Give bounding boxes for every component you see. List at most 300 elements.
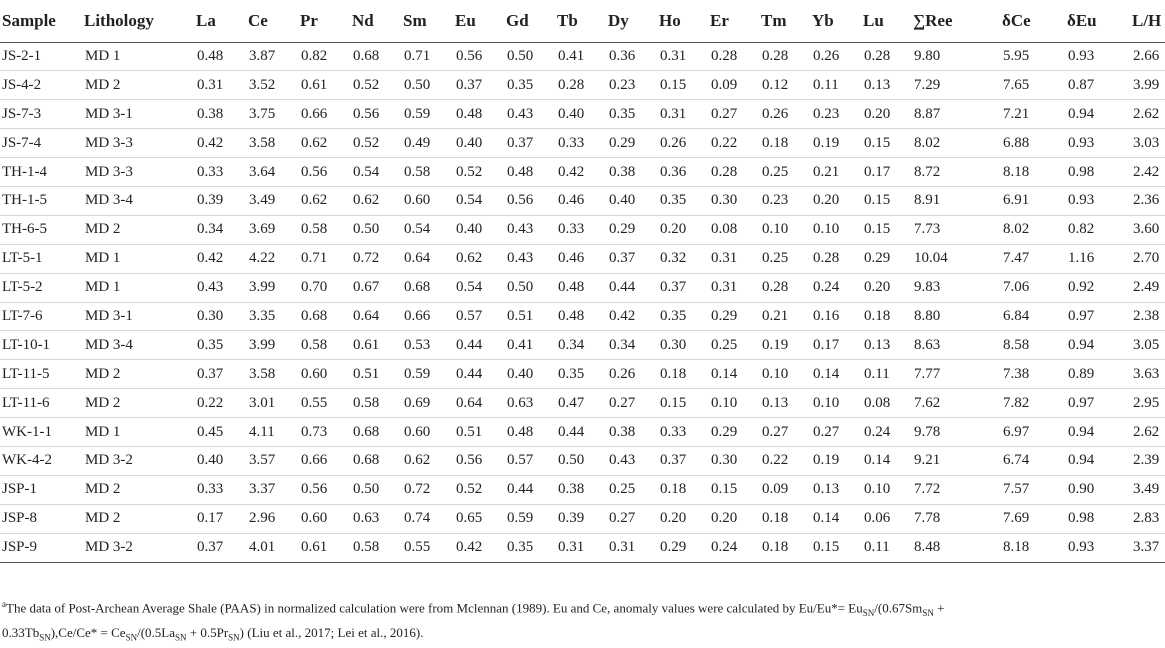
table-cell: JS-4-2: [0, 71, 84, 100]
table-cell: 0.39: [557, 504, 608, 533]
table-cell: 0.15: [863, 129, 913, 158]
table-cell: 3.64: [248, 158, 300, 187]
table-cell: 0.31: [659, 100, 710, 129]
table-cell: 3.05: [1132, 331, 1165, 360]
table-cell: 0.22: [710, 129, 761, 158]
table-cell: 6.88: [1002, 129, 1067, 158]
table-body: [0, 42, 1165, 562]
table-cell: 0.24: [710, 533, 761, 562]
table-cell: 0.68: [403, 273, 455, 302]
table-cell: 0.38: [608, 158, 659, 187]
table-cell: MD 3-1: [84, 302, 196, 331]
table-cell: 3.58: [248, 360, 300, 389]
table-cell: 0.40: [455, 129, 506, 158]
table-cell: 0.62: [300, 129, 352, 158]
table-cell: 0.11: [863, 360, 913, 389]
table-cell: 3.37: [1132, 533, 1165, 562]
table-cell: 0.38: [608, 418, 659, 447]
column-header: Tb: [557, 0, 608, 42]
table-cell: 3.58: [248, 129, 300, 158]
table-cell: 0.94: [1067, 100, 1132, 129]
table-cell: 0.29: [608, 215, 659, 244]
table-cell: 0.15: [863, 186, 913, 215]
table-cell: 0.93: [1067, 186, 1132, 215]
table-cell: MD 3-4: [84, 186, 196, 215]
table-cell: 8.72: [913, 158, 1002, 187]
table-cell: 0.60: [403, 418, 455, 447]
table-cell: 0.35: [659, 186, 710, 215]
table-cell: 0.50: [557, 446, 608, 475]
table-cell: 10.04: [913, 244, 1002, 273]
table-cell: 0.37: [196, 533, 248, 562]
table-cell: 0.14: [710, 360, 761, 389]
table-cell: 0.97: [1067, 302, 1132, 331]
table-cell: 0.62: [403, 446, 455, 475]
table-cell: 4.01: [248, 533, 300, 562]
table-cell: 0.67: [352, 273, 403, 302]
table-row: [0, 331, 1165, 360]
table-cell: 2.83: [1132, 504, 1165, 533]
table-cell: 0.41: [506, 331, 557, 360]
table-cell: 0.20: [812, 186, 863, 215]
table-cell: 0.48: [196, 42, 248, 71]
table-cell: 0.59: [403, 100, 455, 129]
table-cell: MD 3-2: [84, 533, 196, 562]
table-cell: 4.22: [248, 244, 300, 273]
table-cell: 0.36: [659, 158, 710, 187]
table-cell: 0.63: [506, 389, 557, 418]
table-cell: 0.23: [761, 186, 812, 215]
table-cell: 0.15: [812, 533, 863, 562]
table-cell: JS-7-3: [0, 100, 84, 129]
table-cell: 0.10: [710, 389, 761, 418]
table-cell: 0.52: [455, 475, 506, 504]
table-cell: 3.49: [248, 186, 300, 215]
table-cell: 0.37: [659, 446, 710, 475]
table-cell: 0.60: [403, 186, 455, 215]
table-cell: 3.99: [248, 273, 300, 302]
table-cell: 0.30: [710, 186, 761, 215]
table-cell: 3.75: [248, 100, 300, 129]
table-cell: 4.11: [248, 418, 300, 447]
table-cell: 0.30: [659, 331, 710, 360]
table-cell: TH-1-5: [0, 186, 84, 215]
table-cell: 7.57: [1002, 475, 1067, 504]
table-cell: 2.49: [1132, 273, 1165, 302]
table-cell: 0.35: [506, 533, 557, 562]
table-cell: 0.94: [1067, 331, 1132, 360]
table-cell: 0.20: [710, 504, 761, 533]
table-cell: LT-11-5: [0, 360, 84, 389]
table-cell: 0.40: [608, 186, 659, 215]
table-cell: 3.99: [1132, 71, 1165, 100]
table-cell: 3.60: [1132, 215, 1165, 244]
table-cell: 7.29: [913, 71, 1002, 100]
column-header: Dy: [608, 0, 659, 42]
table-row: [0, 389, 1165, 418]
table-cell: 0.18: [659, 475, 710, 504]
table-cell: 8.87: [913, 100, 1002, 129]
table-header-row: [0, 0, 1165, 42]
table-cell: 0.25: [761, 158, 812, 187]
table-cell: 0.23: [812, 100, 863, 129]
table-cell: MD 1: [84, 273, 196, 302]
table-cell: 8.58: [1002, 331, 1067, 360]
table-cell: 0.55: [403, 533, 455, 562]
table-row: [0, 504, 1165, 533]
table-cell: 0.17: [863, 158, 913, 187]
table-cell: TH-1-4: [0, 158, 84, 187]
table-cell: JS-7-4: [0, 129, 84, 158]
table-cell: 0.58: [300, 331, 352, 360]
table-cell: 0.72: [352, 244, 403, 273]
table-cell: 0.56: [455, 42, 506, 71]
table-cell: 0.37: [196, 360, 248, 389]
table-cell: 9.80: [913, 42, 1002, 71]
table-cell: 2.96: [248, 504, 300, 533]
table-cell: 2.66: [1132, 42, 1165, 71]
table-cell: 0.24: [812, 273, 863, 302]
table-cell: 0.28: [863, 42, 913, 71]
table-cell: 0.28: [710, 158, 761, 187]
table-cell: MD 3-1: [84, 100, 196, 129]
table-cell: 7.69: [1002, 504, 1067, 533]
table-cell: 0.66: [403, 302, 455, 331]
table-cell: 3.35: [248, 302, 300, 331]
column-header: Lu: [863, 0, 913, 42]
table-cell: 0.31: [710, 273, 761, 302]
table-cell: 0.62: [455, 244, 506, 273]
table-cell: 0.56: [352, 100, 403, 129]
table-cell: 0.14: [812, 360, 863, 389]
table-cell: 0.27: [608, 504, 659, 533]
table-cell: 0.38: [557, 475, 608, 504]
table-cell: 0.43: [196, 273, 248, 302]
table-cell: 0.41: [557, 42, 608, 71]
table-cell: 0.58: [403, 158, 455, 187]
table-cell: LT-5-1: [0, 244, 84, 273]
table-cell: 0.35: [196, 331, 248, 360]
table-cell: 0.46: [557, 244, 608, 273]
table-cell: 0.68: [300, 302, 352, 331]
table-cell: 0.42: [196, 129, 248, 158]
table-cell: 0.62: [300, 186, 352, 215]
table-cell: 0.18: [761, 504, 812, 533]
table-cell: 3.99: [248, 331, 300, 360]
column-header: L/H: [1132, 0, 1165, 42]
table-cell: MD 3-3: [84, 158, 196, 187]
table-cell: 0.20: [659, 504, 710, 533]
table-cell: 0.29: [710, 302, 761, 331]
table-cell: 0.20: [863, 100, 913, 129]
table-cell: MD 1: [84, 418, 196, 447]
table-cell: 0.29: [863, 244, 913, 273]
column-header: ∑Ree: [913, 0, 1002, 42]
table-cell: 0.62: [352, 186, 403, 215]
table-cell: LT-5-2: [0, 273, 84, 302]
table-cell: 0.45: [196, 418, 248, 447]
table-cell: 2.95: [1132, 389, 1165, 418]
table-row: [0, 215, 1165, 244]
table-cell: 0.28: [812, 244, 863, 273]
table-cell: 0.11: [863, 533, 913, 562]
table-cell: 0.94: [1067, 418, 1132, 447]
table-cell: 0.26: [761, 100, 812, 129]
table-cell: 3.01: [248, 389, 300, 418]
table-cell: 0.43: [506, 215, 557, 244]
table-cell: 0.33: [557, 215, 608, 244]
table-cell: 0.28: [761, 42, 812, 71]
table-cell: 0.09: [761, 475, 812, 504]
table-cell: 0.34: [608, 331, 659, 360]
table-cell: 0.64: [352, 302, 403, 331]
table-cell: MD 1: [84, 244, 196, 273]
table-cell: 7.82: [1002, 389, 1067, 418]
table-cell: 0.15: [659, 71, 710, 100]
table-cell: 0.14: [863, 446, 913, 475]
table-cell: MD 2: [84, 71, 196, 100]
table-cell: 0.82: [300, 42, 352, 71]
table-cell: 0.29: [608, 129, 659, 158]
table-cell: 0.64: [403, 244, 455, 273]
table-cell: 0.10: [812, 389, 863, 418]
table-cell: 0.52: [352, 71, 403, 100]
table-cell: 0.31: [710, 244, 761, 273]
table-cell: 3.87: [248, 42, 300, 71]
table-cell: 0.30: [710, 446, 761, 475]
table-cell: 0.08: [710, 215, 761, 244]
table-cell: LT-7-6: [0, 302, 84, 331]
table-cell: 5.95: [1002, 42, 1067, 71]
table-cell: 0.27: [812, 418, 863, 447]
table-cell: 6.91: [1002, 186, 1067, 215]
table-cell: 0.44: [557, 418, 608, 447]
table-cell: 0.35: [659, 302, 710, 331]
table-cell: 0.38: [196, 100, 248, 129]
table-cell: 0.10: [761, 215, 812, 244]
column-header: Nd: [352, 0, 403, 42]
table-cell: 0.48: [455, 100, 506, 129]
table-cell: 0.15: [863, 215, 913, 244]
table-cell: 0.53: [403, 331, 455, 360]
table-cell: 0.68: [352, 42, 403, 71]
table-cell: 7.62: [913, 389, 1002, 418]
table-cell: 0.40: [557, 100, 608, 129]
table-cell: 0.56: [506, 186, 557, 215]
table-cell: 0.94: [1067, 446, 1132, 475]
table-cell: 0.40: [196, 446, 248, 475]
table-cell: 0.92: [1067, 273, 1132, 302]
table-cell: 7.73: [913, 215, 1002, 244]
table-cell: 0.25: [761, 244, 812, 273]
table-cell: MD 1: [84, 42, 196, 71]
table-cell: 0.27: [608, 389, 659, 418]
table-cell: 8.80: [913, 302, 1002, 331]
table-cell: 0.51: [352, 360, 403, 389]
column-header: Tm: [761, 0, 812, 42]
table-cell: MD 2: [84, 360, 196, 389]
table-cell: 0.28: [710, 42, 761, 71]
table-cell: 8.02: [1002, 215, 1067, 244]
table-cell: 0.44: [455, 360, 506, 389]
table-cell: MD 3-3: [84, 129, 196, 158]
table-cell: 8.48: [913, 533, 1002, 562]
table-cell: 0.56: [300, 158, 352, 187]
table-cell: 9.83: [913, 273, 1002, 302]
table-row: [0, 100, 1165, 129]
table-cell: 0.18: [863, 302, 913, 331]
table-cell: 0.52: [455, 158, 506, 187]
table-cell: 3.37: [248, 475, 300, 504]
table-cell: 7.65: [1002, 71, 1067, 100]
table-cell: 0.52: [352, 129, 403, 158]
table-cell: 0.90: [1067, 475, 1132, 504]
table-cell: 0.57: [506, 446, 557, 475]
table-cell: 0.44: [608, 273, 659, 302]
table-cell: 6.74: [1002, 446, 1067, 475]
table-cell: 0.82: [1067, 215, 1132, 244]
table-cell: 0.16: [812, 302, 863, 331]
table-cell: 0.26: [812, 42, 863, 71]
table-cell: 0.33: [196, 475, 248, 504]
table-cell: 0.37: [608, 244, 659, 273]
table-cell: 0.64: [455, 389, 506, 418]
table-row: [0, 71, 1165, 100]
table-cell: 0.54: [352, 158, 403, 187]
table-cell: 3.57: [248, 446, 300, 475]
table-cell: 0.61: [352, 331, 403, 360]
table-cell: 0.17: [812, 331, 863, 360]
table-cell: 0.21: [812, 158, 863, 187]
table-cell: 0.17: [196, 504, 248, 533]
table-cell: 0.68: [352, 418, 403, 447]
table-cell: JS-2-1: [0, 42, 84, 71]
table-cell: MD 2: [84, 215, 196, 244]
table-row: [0, 186, 1165, 215]
table-cell: 0.50: [352, 215, 403, 244]
table-cell: 0.87: [1067, 71, 1132, 100]
table-cell: 0.25: [710, 331, 761, 360]
table-cell: 3.03: [1132, 129, 1165, 158]
table-cell: 0.44: [506, 475, 557, 504]
table-cell: 0.34: [557, 331, 608, 360]
table-cell: 0.55: [300, 389, 352, 418]
table-cell: JSP-1: [0, 475, 84, 504]
table-cell: 0.65: [455, 504, 506, 533]
table-cell: 0.63: [352, 504, 403, 533]
table-cell: 0.06: [863, 504, 913, 533]
table-cell: MD 2: [84, 389, 196, 418]
table-cell: 0.71: [403, 42, 455, 71]
table-cell: 0.42: [196, 244, 248, 273]
table-cell: 0.70: [300, 273, 352, 302]
table-cell: 0.24: [863, 418, 913, 447]
table-cell: 0.50: [506, 273, 557, 302]
table-cell: 0.10: [761, 360, 812, 389]
table-cell: 0.58: [300, 215, 352, 244]
table-cell: 8.02: [913, 129, 1002, 158]
column-header: Eu: [455, 0, 506, 42]
table-cell: 0.43: [608, 446, 659, 475]
table-cell: 8.18: [1002, 158, 1067, 187]
table-cell: 0.66: [300, 100, 352, 129]
table-cell: 8.91: [913, 186, 1002, 215]
table-cell: 0.27: [761, 418, 812, 447]
table-cell: 0.31: [608, 533, 659, 562]
table-cell: 0.32: [659, 244, 710, 273]
column-header: Er: [710, 0, 761, 42]
table-cell: 0.72: [403, 475, 455, 504]
column-header: δEu: [1067, 0, 1132, 42]
table-cell: 0.36: [608, 42, 659, 71]
table-cell: 0.66: [300, 446, 352, 475]
table-cell: 0.51: [506, 302, 557, 331]
column-header: Sm: [403, 0, 455, 42]
table-cell: 0.10: [863, 475, 913, 504]
table-cell: 0.69: [403, 389, 455, 418]
table-cell: 0.43: [506, 244, 557, 273]
table-cell: 0.40: [506, 360, 557, 389]
column-header: La: [196, 0, 248, 42]
table-cell: 0.18: [659, 360, 710, 389]
table-cell: 0.35: [557, 360, 608, 389]
table-cell: 0.15: [710, 475, 761, 504]
table-cell: 0.22: [761, 446, 812, 475]
table-cell: 0.18: [761, 533, 812, 562]
table-cell: 3.63: [1132, 360, 1165, 389]
column-header: Lithology: [84, 0, 196, 42]
table-cell: 0.19: [761, 331, 812, 360]
table-cell: 0.57: [455, 302, 506, 331]
table-cell: 0.44: [455, 331, 506, 360]
table-cell: WK-4-2: [0, 446, 84, 475]
table-cell: 1.16: [1067, 244, 1132, 273]
table-row: [0, 533, 1165, 562]
table-cell: 0.27: [710, 100, 761, 129]
column-header: Gd: [506, 0, 557, 42]
table-row: [0, 302, 1165, 331]
column-header: Ce: [248, 0, 300, 42]
table-cell: 3.52: [248, 71, 300, 100]
table-cell: 0.61: [300, 71, 352, 100]
table-cell: 2.39: [1132, 446, 1165, 475]
table-row: [0, 129, 1165, 158]
table-cell: 0.39: [196, 186, 248, 215]
table-cell: 0.43: [506, 100, 557, 129]
table-cell: 0.28: [761, 273, 812, 302]
column-header: Ho: [659, 0, 710, 42]
table-cell: TH-6-5: [0, 215, 84, 244]
table-cell: 0.20: [659, 215, 710, 244]
table-cell: 0.14: [812, 504, 863, 533]
table-cell: 0.58: [352, 389, 403, 418]
table-cell: 0.18: [761, 129, 812, 158]
table-cell: 0.50: [506, 42, 557, 71]
table-cell: 0.50: [403, 71, 455, 100]
table-cell: 0.35: [506, 71, 557, 100]
table-cell: 0.13: [863, 331, 913, 360]
table-cell: 2.38: [1132, 302, 1165, 331]
table-cell: LT-11-6: [0, 389, 84, 418]
table-cell: 0.10: [812, 215, 863, 244]
table-cell: 0.48: [506, 158, 557, 187]
table-cell: 0.89: [1067, 360, 1132, 389]
table-cell: 0.93: [1067, 42, 1132, 71]
table-cell: 0.19: [812, 129, 863, 158]
table-cell: 0.93: [1067, 533, 1132, 562]
table-cell: 7.72: [913, 475, 1002, 504]
table-cell: 2.70: [1132, 244, 1165, 273]
